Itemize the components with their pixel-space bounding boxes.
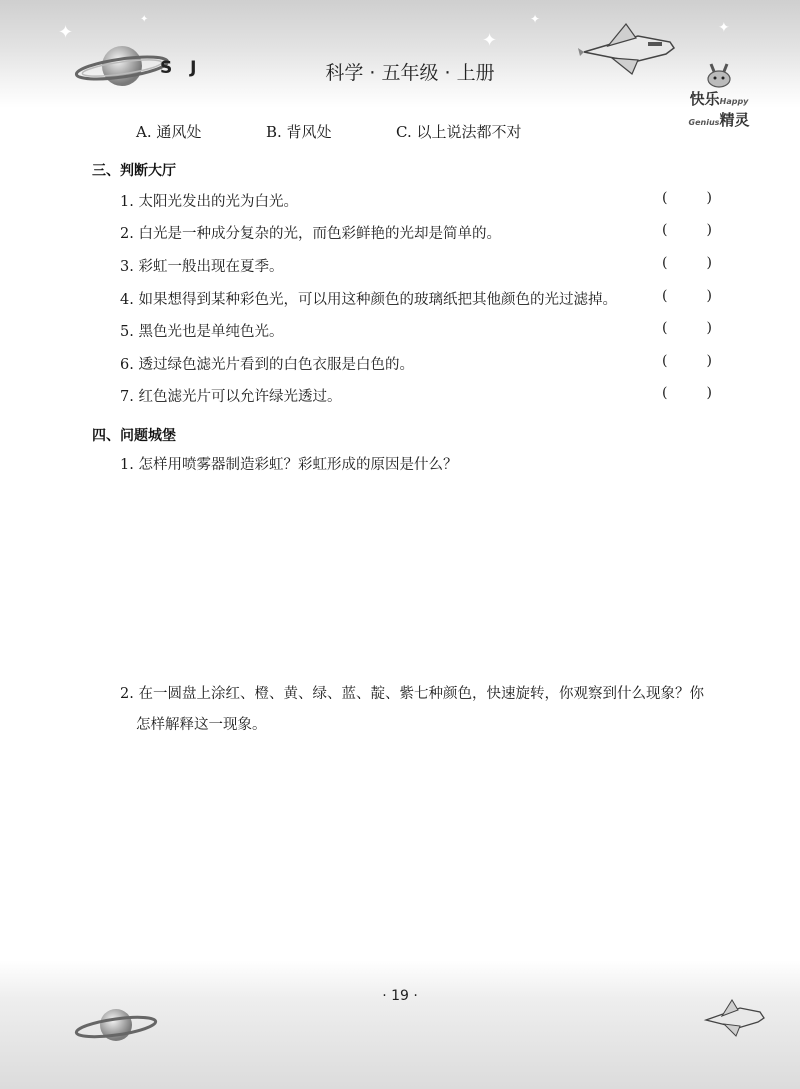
page-number: · 19 · xyxy=(382,988,418,1004)
star-icon: ✦ xyxy=(530,12,541,26)
star-icon: ✦ xyxy=(482,30,498,51)
answer-blank xyxy=(662,255,712,271)
paren-open: ( xyxy=(662,353,668,369)
saturn-icon xyxy=(70,1000,160,1050)
paren-close: ) xyxy=(706,190,712,206)
paren-close: ) xyxy=(706,353,712,369)
paren-close: ) xyxy=(706,288,712,304)
star-icon: ✦ xyxy=(58,22,74,43)
answer-blank xyxy=(662,288,712,304)
series-code: S J xyxy=(160,58,203,78)
brand-cn-1: 快乐 xyxy=(689,90,720,108)
open-question-1: 1. 怎样用喷雾器制造彩虹？彩虹形成的原因是什么？ xyxy=(120,457,458,473)
answer-blank xyxy=(662,385,712,401)
paren-open: ( xyxy=(662,190,668,206)
star-icon: ✦ xyxy=(718,20,730,36)
answer-blank xyxy=(662,320,712,336)
judgment-item-5: 5. 黑色光也是单纯色光。 xyxy=(120,324,284,340)
section-title-judgment: 三、判断大厅 xyxy=(92,163,176,179)
paren-open: ( xyxy=(662,320,668,336)
paren-close: ) xyxy=(706,222,712,238)
choice-options xyxy=(136,121,521,142)
paren-open: ( xyxy=(662,288,668,304)
judgment-item-6: 6. 透过绿色滤光片看到的白色衣服是白色的。 xyxy=(120,357,414,373)
paren-open: ( xyxy=(662,385,668,401)
page-title: 科学 · 五年级 · 上册 xyxy=(325,62,495,84)
answer-blank xyxy=(662,353,712,369)
answer-blank xyxy=(662,222,712,238)
paren-close: ) xyxy=(706,385,712,401)
brand-cn-2: 精灵 xyxy=(719,111,750,129)
open-question-2-line-2: 怎样解释这一现象。 xyxy=(136,717,267,733)
judgment-item-4: 4. 如果想得到某种彩色光，可以用这种颜色的玻璃纸把其他颜色的光过滤掉。 xyxy=(120,292,617,308)
star-icon: ✦ xyxy=(140,14,149,25)
paren-close: ) xyxy=(706,320,712,336)
paren-open: ( xyxy=(662,222,668,238)
judgment-item-1: 1. 太阳光发出的光为白光。 xyxy=(120,194,298,210)
paren-close: ) xyxy=(706,255,712,271)
option-c: C. 以上说法都不对 xyxy=(396,123,522,141)
option-a: A. 通风处 xyxy=(136,123,202,141)
answer-blank xyxy=(662,190,712,206)
paren-open: ( xyxy=(662,255,668,271)
space-shuttle-icon xyxy=(702,996,766,1040)
open-question-2-line-1: 2. 在一圆盘上涂红、橙、黄、绿、蓝、靛、紫七种颜色，快速旋转，你观察到什么现象？你 xyxy=(120,686,704,702)
judgment-item-2: 2. 白光是一种成分复杂的光，而色彩鲜艳的光却是简单的。 xyxy=(120,226,501,242)
brand-en: Happy Genius xyxy=(688,97,749,127)
option-b: B. 背风处 xyxy=(266,123,332,141)
section-title-questions: 四、问题城堡 xyxy=(92,428,176,444)
judgment-item-7: 7. 红色滤光片可以允许绿光透过。 xyxy=(120,389,342,405)
judgment-item-3: 3. 彩虹一般出现在夏季。 xyxy=(120,259,284,275)
